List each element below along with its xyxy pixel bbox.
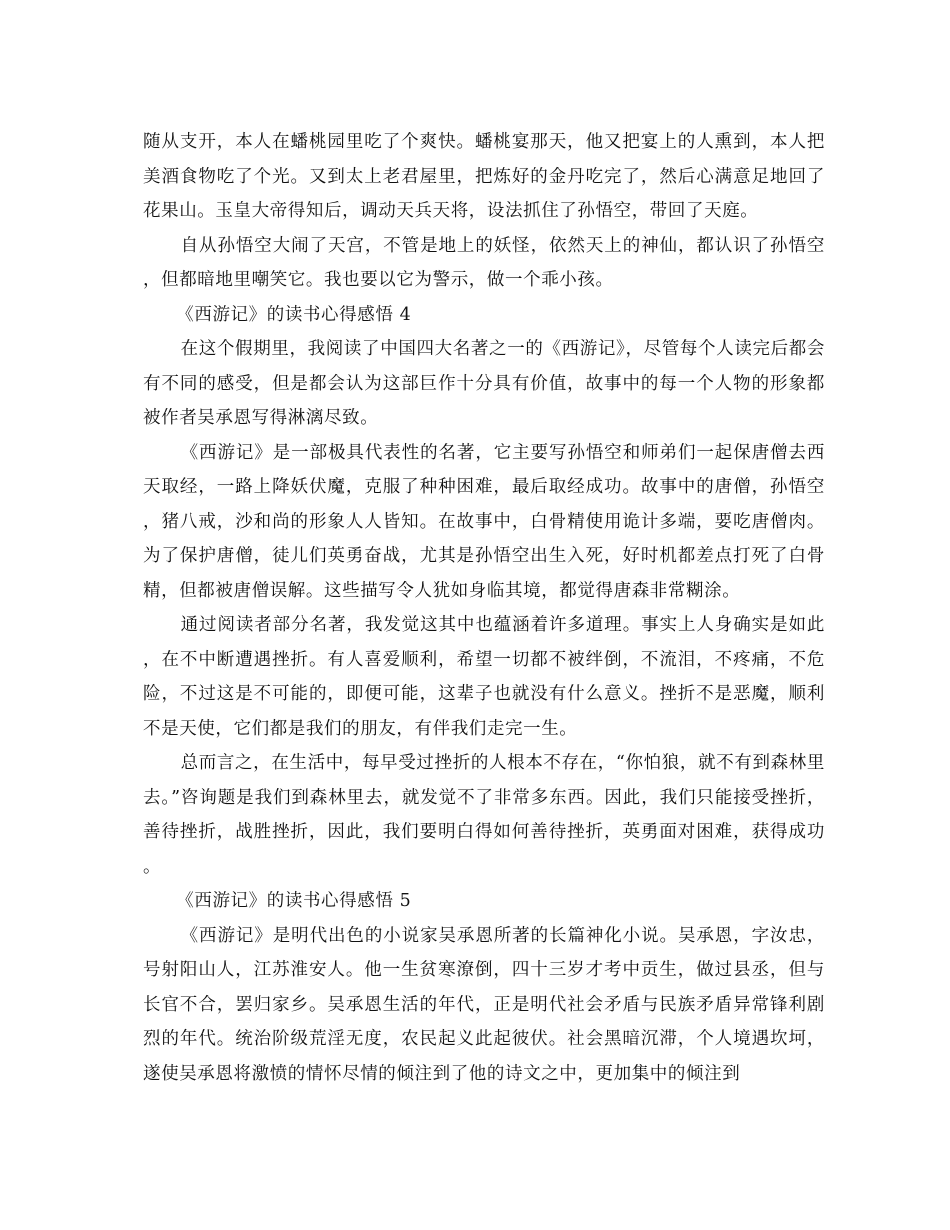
paragraph-continuation: 随从支开，本人在蟠桃园里吃了个爽快。蟠桃宴那天，他又把宴上的人熏到，本人把美酒食物吃了个光。又到太上老君屋里，把炼好的金丹吃完了，然后心满意足地回了花果山。玉皇大帝得知后，调动天兵天将，设法抓住了孙悟空，带回了天庭。	[143, 132, 825, 221]
document-body	[143, 125, 825, 1091]
section-heading: 《西游记》的读书心得感悟 5	[176, 891, 412, 911]
paragraph: 《西游记》是明代出色的小说家吴承恩所著的长篇神化小说。吴承恩，字汝忠，号射阳山人，江苏淮安人。他一生贫寒潦倒，四十三岁才考中贡生，做过县丞，但与长官不合，罢归家乡。吴承恩生活的年代，正是明代社会矛盾与民族矛盾异常锋利剧烈的年代。统治阶级荒淫无度，农民起义此起彼伏。社会黑暗沉滞，个人境遇坎坷，遂使吴承恩将激愤的情怀尽情的倾注到了他的诗文之中，更加集中的倾注到	[143, 925, 825, 1084]
paragraph: 《西游记》是一部极具代表性的名著，它主要写孙悟空和师弟们一起保唐僧去西天取经，一路上降妖伏魔，克服了种种困难，最后取经成功。故事中的唐僧，孙悟空，猪八戒，沙和尚的形象人人皆知。在故事中，白骨精使用诡计多端，要吃唐僧肉。为了保护唐僧，徒儿们英勇奋战，尤其是孙悟空出生入死，好时机都差点打死了白骨精，但都被唐僧误解。这些描写令人犹如身临其境，都觉得唐森非常糊涂。	[143, 442, 825, 601]
paragraph: 通过阅读者部分名著，我发觉这其中也蕴涵着许多道理。事实上人身确实是如此，在不中断遭遇挫折。有人喜爱顺利，希望一切都不被绊倒，不流泪，不疼痛，不危险，不过这是不可能的，即便可能，这辈子也就没有什么意义。挫折不是恶魔，顺利不是天使，它们都是我们的朋友，有伴我们走完一生。	[143, 615, 825, 739]
paragraph: 总而言之，在生活中，每早受过挫折的人根本不存在，“你怕狼，就不有到森林里去。”咨询题是我们到森林里去，就发觉不了非常多东西。因此，我们只能接受挫折，善待挫折，战胜挫折，因此，我们要明白得如何善待挫折，英勇面对困难，获得成功。	[143, 753, 825, 877]
paragraph: 自从孙悟空大闹了天宫，不管是地上的妖怪，依然天上的神仙，都认识了孙悟空，但都暗地里嘲笑它。我也要以它为警示，做一个乖小孩。	[143, 235, 825, 290]
paragraph: 在这个假期里，我阅读了中国四大名著之一的《西游记》，尽管每个人读完后都会有不同的感受，但是都会认为这部巨作十分具有价值，故事中的每一个人物的形象都被作者吴承恩写得淋漓尽致。	[143, 339, 825, 428]
section-heading: 《西游记》的读书心得感悟 4	[176, 304, 412, 325]
